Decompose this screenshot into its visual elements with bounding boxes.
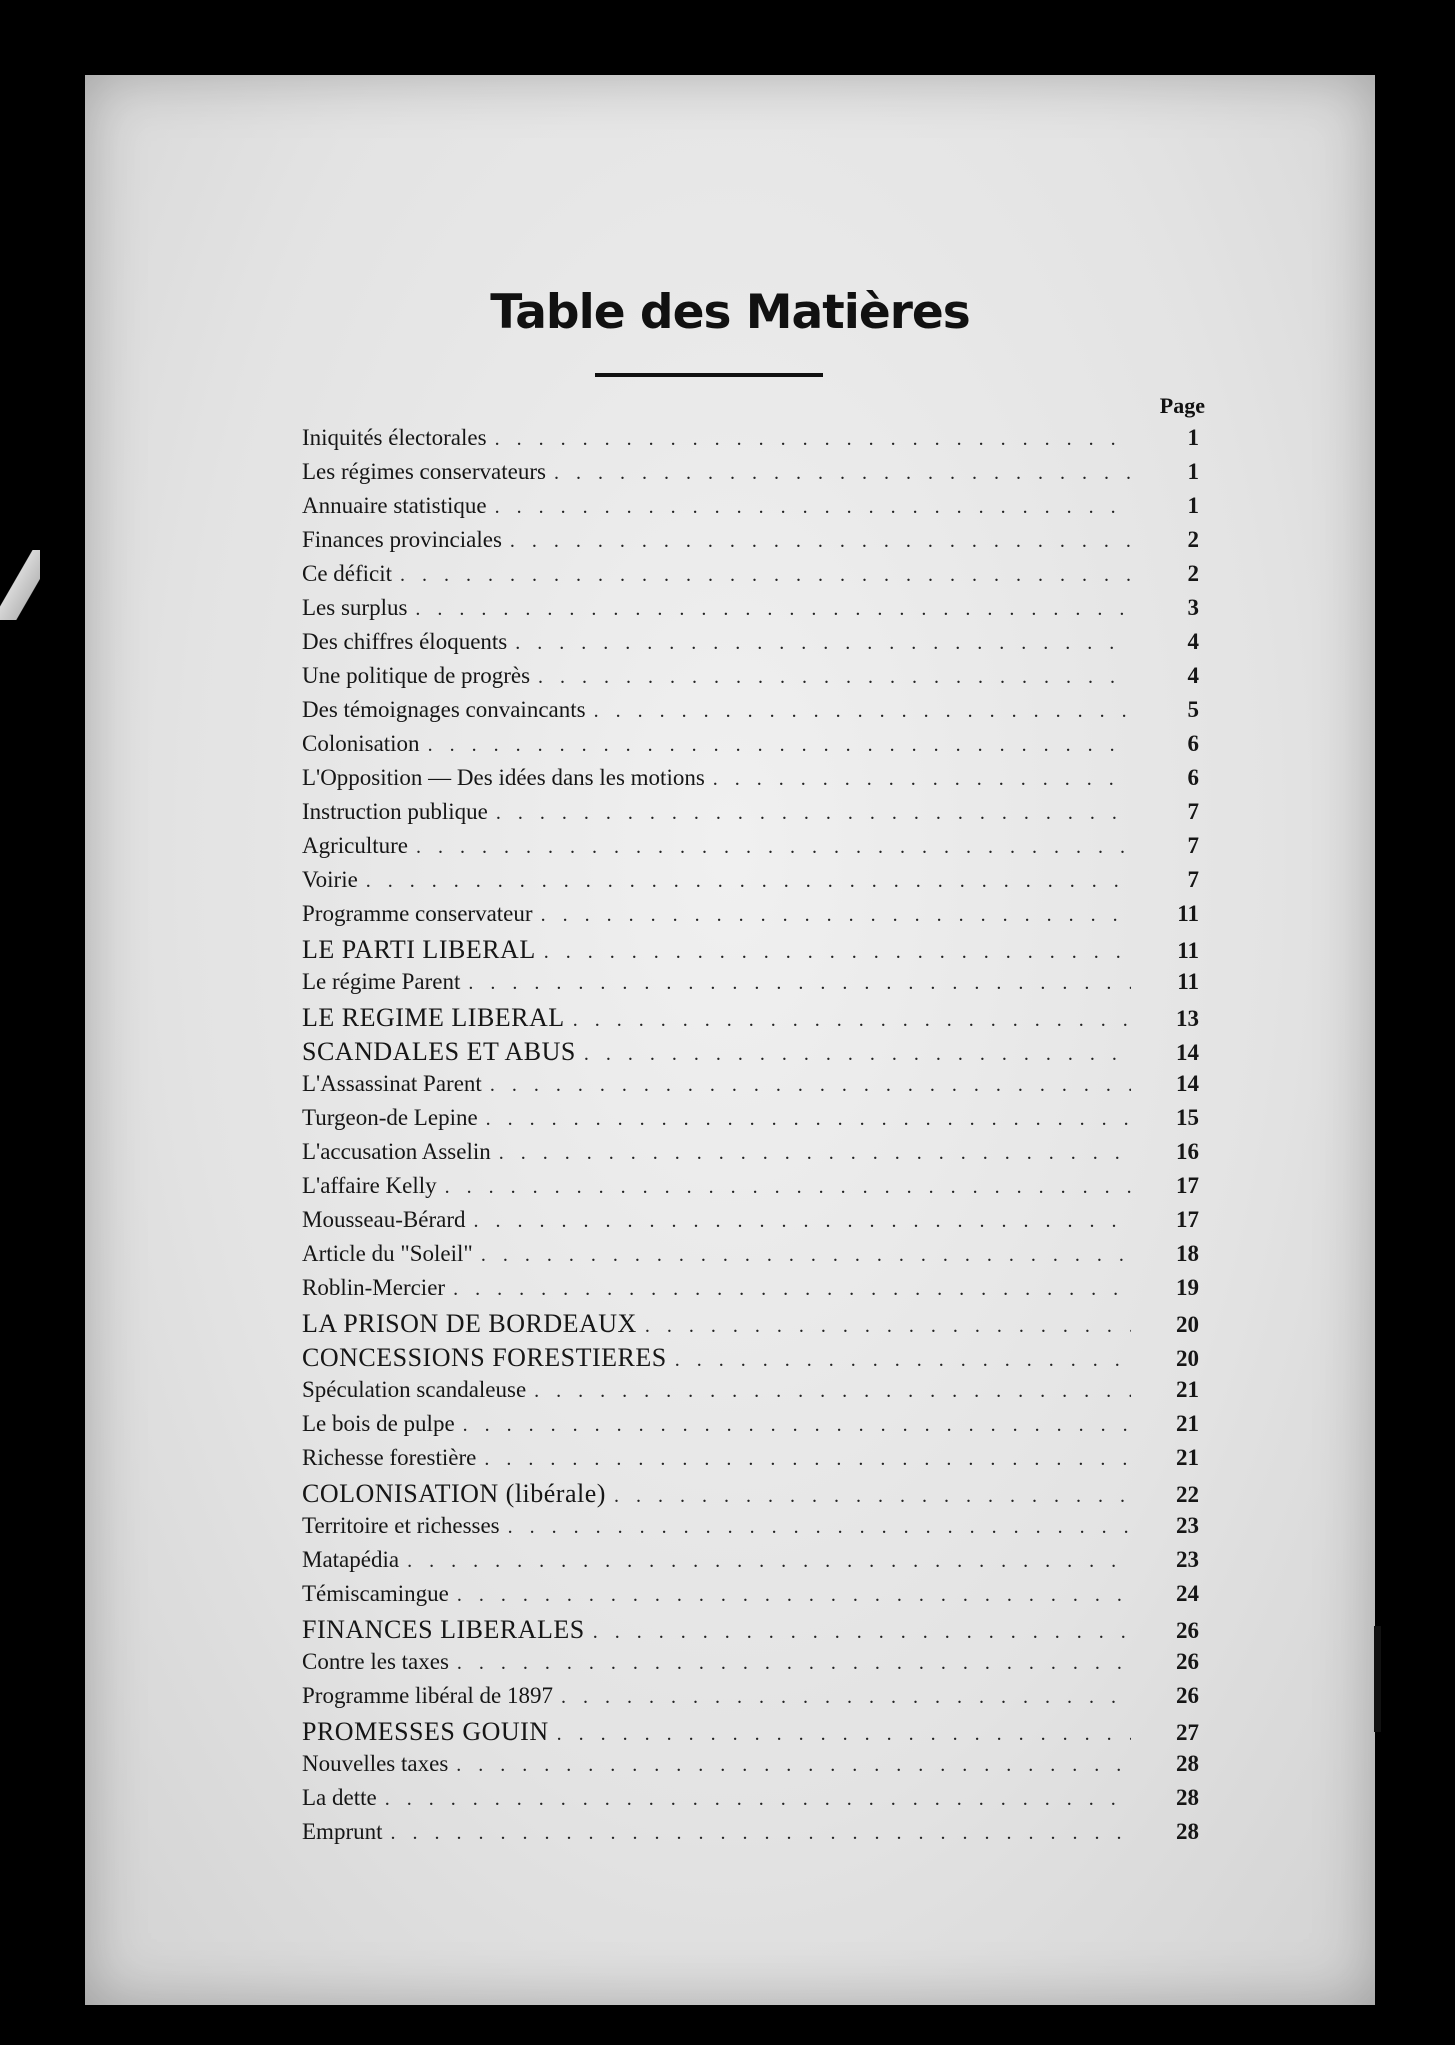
dot-leader (713, 768, 1131, 791)
toc-entry (302, 901, 1199, 935)
toc-entry (302, 935, 1199, 969)
dot-leader (495, 428, 1131, 451)
toc-entry-page: 16 (1176, 1139, 1199, 1164)
dot-leader (428, 734, 1131, 757)
torn-edge-mark (0, 550, 40, 620)
toc-entry (302, 1071, 1199, 1105)
toc-entry-page: 21 (1176, 1411, 1199, 1436)
dot-leader (415, 598, 1131, 621)
toc-entry (302, 765, 1199, 799)
toc-entry (302, 1751, 1199, 1785)
toc-entry-page: 24 (1176, 1581, 1199, 1606)
dot-leader (495, 496, 1131, 519)
toc-entry-page: 4 (1187, 663, 1199, 688)
toc-entry-page: 26 (1176, 1618, 1199, 1643)
toc-entry-title: Article du "Soleil" (302, 1241, 473, 1266)
toc-entry (302, 833, 1199, 867)
toc-entry (302, 1717, 1199, 1751)
toc-entry-page: 5 (1187, 697, 1199, 722)
toc-entry-title: Programme conservateur (302, 901, 533, 926)
toc-entry-page: 21 (1176, 1377, 1199, 1402)
dot-leader (561, 1686, 1131, 1709)
dot-leader (573, 1009, 1131, 1032)
toc-entry-page: 19 (1176, 1275, 1199, 1300)
toc-entry-title: Richesse forestière (302, 1445, 477, 1470)
toc-entry-title: La dette (302, 1785, 377, 1810)
toc-entry (302, 561, 1199, 595)
toc-entry-page: 7 (1187, 867, 1199, 892)
toc-entry (302, 867, 1199, 901)
dot-leader (594, 700, 1131, 723)
toc-entry-page: 23 (1176, 1547, 1199, 1572)
toc-entry (302, 1309, 1199, 1343)
toc-entry-page: 6 (1187, 731, 1199, 756)
toc-entry-title: CONCESSIONS FORESTIERES (302, 1343, 667, 1372)
toc-entry (302, 1615, 1199, 1649)
toc-entry (302, 697, 1199, 731)
toc-entry-page: 28 (1176, 1785, 1199, 1810)
toc-entry-title: SCANDALES ET ABUS (302, 1037, 576, 1066)
dot-leader (484, 1448, 1131, 1471)
table-of-contents (302, 425, 1199, 1853)
toc-entry-title: Instruction publique (302, 799, 488, 824)
toc-entry-page: 6 (1187, 765, 1199, 790)
dot-leader (391, 1822, 1132, 1845)
title-rule (595, 373, 823, 377)
dot-leader (468, 972, 1131, 995)
dot-leader (463, 1414, 1131, 1437)
toc-entry-title: Voirie (302, 867, 358, 892)
toc-entry-title: Matapédia (302, 1547, 400, 1572)
dot-leader (474, 1210, 1131, 1233)
dot-leader (457, 1652, 1131, 1675)
toc-entry-page: 3 (1187, 595, 1199, 620)
toc-entry-page: 27 (1176, 1720, 1199, 1745)
toc-entry (302, 527, 1199, 561)
toc-entry (302, 1207, 1199, 1241)
toc-entry-title: Le bois de pulpe (302, 1411, 455, 1436)
toc-entry (302, 1343, 1199, 1377)
toc-entry-title: Mousseau-Bérard (302, 1207, 466, 1232)
dot-leader (508, 1516, 1131, 1539)
document-page (85, 75, 1375, 2005)
toc-entry (302, 1581, 1199, 1615)
toc-entry-title: Des chiffres éloquents (302, 629, 508, 654)
toc-entry-page: 23 (1176, 1513, 1199, 1538)
dot-leader (445, 1176, 1131, 1199)
toc-entry-title: Spéculation scandaleuse (302, 1377, 527, 1402)
toc-entry-page: 15 (1176, 1105, 1199, 1130)
toc-entry-title: Les surplus (302, 595, 408, 620)
toc-entry (302, 493, 1199, 527)
toc-entry (302, 799, 1199, 833)
toc-entry-page: 11 (1177, 938, 1199, 963)
dot-leader (557, 1723, 1131, 1746)
page-column-header: Page (1159, 393, 1205, 418)
toc-entry-title: L'Opposition — Des idées dans les motions (302, 765, 705, 790)
dot-leader (416, 836, 1131, 859)
toc-entry-page: 14 (1176, 1040, 1199, 1065)
margin-bar-mark (1374, 1626, 1381, 1732)
toc-entry (302, 1037, 1199, 1071)
dot-leader (541, 904, 1131, 927)
dot-leader (490, 1074, 1131, 1097)
toc-entry-title: L'affaire Kelly (302, 1173, 437, 1198)
dot-leader (456, 1754, 1131, 1777)
toc-entry (302, 1547, 1199, 1581)
dot-leader (538, 666, 1131, 689)
dot-leader (515, 632, 1131, 655)
toc-entry (302, 1513, 1199, 1547)
toc-entry-title: LA PRISON DE BORDEAUX (302, 1309, 637, 1338)
dot-leader (614, 1485, 1131, 1508)
dot-leader (457, 1584, 1131, 1607)
dot-leader (593, 1621, 1131, 1644)
toc-entry (302, 969, 1199, 1003)
toc-entry-title: Colonisation (302, 731, 420, 756)
toc-entry (302, 1377, 1199, 1411)
toc-entry-title: Territoire et richesses (302, 1513, 500, 1538)
toc-entry-title: PROMESSES GOUIN (302, 1717, 549, 1746)
toc-entry (302, 595, 1199, 629)
toc-entry-page: 18 (1176, 1241, 1199, 1266)
dot-leader (645, 1315, 1131, 1338)
toc-entry-page: 28 (1176, 1819, 1199, 1844)
dot-leader (400, 564, 1131, 587)
toc-entry (302, 459, 1199, 493)
toc-entry (302, 629, 1199, 663)
toc-entry (302, 1173, 1199, 1207)
dot-leader (510, 530, 1131, 553)
toc-entry-page: 14 (1176, 1071, 1199, 1096)
toc-entry-title: Nouvelles taxes (302, 1751, 449, 1776)
toc-entry-page: 4 (1187, 629, 1199, 654)
toc-entry (302, 1105, 1199, 1139)
page-title: Table des Matières (490, 285, 970, 340)
toc-entry-page: 17 (1176, 1173, 1199, 1198)
dot-leader (366, 870, 1131, 893)
toc-entry-page: 13 (1176, 1006, 1199, 1031)
toc-entry (302, 663, 1199, 697)
dot-leader (499, 1142, 1131, 1165)
dot-leader (407, 1550, 1131, 1573)
dot-leader (534, 1380, 1131, 1403)
toc-entry-page: 1 (1187, 493, 1199, 518)
toc-entry (302, 1411, 1199, 1445)
toc-entry-title: L'accusation Asselin (302, 1139, 491, 1164)
toc-entry-page: 20 (1176, 1346, 1199, 1371)
toc-entry (302, 425, 1199, 459)
toc-entry (302, 1785, 1199, 1819)
toc-entry (302, 1139, 1199, 1173)
dot-leader (584, 1043, 1131, 1066)
toc-entry-page: 26 (1176, 1683, 1199, 1708)
toc-entry-title: Programme libéral de 1897 (302, 1683, 554, 1708)
toc-entry-page: 2 (1187, 561, 1199, 586)
toc-entry-page: 2 (1187, 527, 1199, 552)
toc-entry-page: 1 (1187, 459, 1199, 484)
toc-entry-title: Le régime Parent (302, 969, 461, 994)
dot-leader (554, 462, 1131, 485)
toc-entry-title: Emprunt (302, 1819, 383, 1844)
toc-entry-page: 1 (1187, 425, 1199, 450)
toc-entry-title: Une politique de progrès (302, 663, 531, 688)
toc-entry-page: 21 (1176, 1445, 1199, 1470)
toc-entry (302, 1275, 1199, 1309)
dot-leader (486, 1108, 1131, 1131)
dot-leader (453, 1278, 1131, 1301)
toc-entry-title: FINANCES LIBERALES (302, 1615, 585, 1644)
toc-entry (302, 731, 1199, 765)
dot-leader (481, 1244, 1131, 1267)
toc-entry (302, 1003, 1199, 1037)
toc-entry-page: 17 (1176, 1207, 1199, 1232)
toc-entry-title: LE REGIME LIBERAL (302, 1003, 565, 1032)
toc-entry-title: Annuaire statistique (302, 493, 487, 518)
toc-entry-title: Iniquités électorales (302, 425, 487, 450)
toc-entry-page: 20 (1176, 1312, 1199, 1337)
toc-entry-title: LE PARTI LIBERAL (302, 935, 536, 964)
toc-entry-title: Contre les taxes (302, 1649, 449, 1674)
toc-entry-title: Les régimes conservateurs (302, 459, 546, 484)
toc-entry-title: COLONISATION (libérale) (302, 1479, 606, 1508)
toc-entry-page: 28 (1176, 1751, 1199, 1776)
dot-leader (675, 1349, 1131, 1372)
toc-entry-page: 26 (1176, 1649, 1199, 1674)
toc-entry-title: Témiscamingue (302, 1581, 449, 1606)
toc-entry-page: 22 (1176, 1482, 1199, 1507)
toc-entry (302, 1445, 1199, 1479)
toc-entry (302, 1649, 1199, 1683)
toc-entry-page: 11 (1177, 969, 1199, 994)
toc-entry-title: L'Assassinat Parent (302, 1071, 482, 1096)
toc-entry-page: 7 (1187, 799, 1199, 824)
toc-entry (302, 1241, 1199, 1275)
dot-leader (385, 1788, 1131, 1811)
toc-entry-title: Turgeon-de Lepine (302, 1105, 478, 1130)
dot-leader (544, 941, 1131, 964)
toc-entry (302, 1819, 1199, 1853)
toc-entry (302, 1683, 1199, 1717)
toc-entry-page: 7 (1187, 833, 1199, 858)
toc-entry-title: Agriculture (302, 833, 409, 858)
toc-entry (302, 1479, 1199, 1513)
toc-entry-title: Roblin-Mercier (302, 1275, 446, 1300)
toc-entry-page: 11 (1177, 901, 1199, 926)
toc-entry-title: Ce déficit (302, 561, 393, 586)
dot-leader (496, 802, 1131, 825)
toc-entry-title: Des témoignages convaincants (302, 697, 586, 722)
toc-entry-title: Finances provinciales (302, 527, 502, 552)
